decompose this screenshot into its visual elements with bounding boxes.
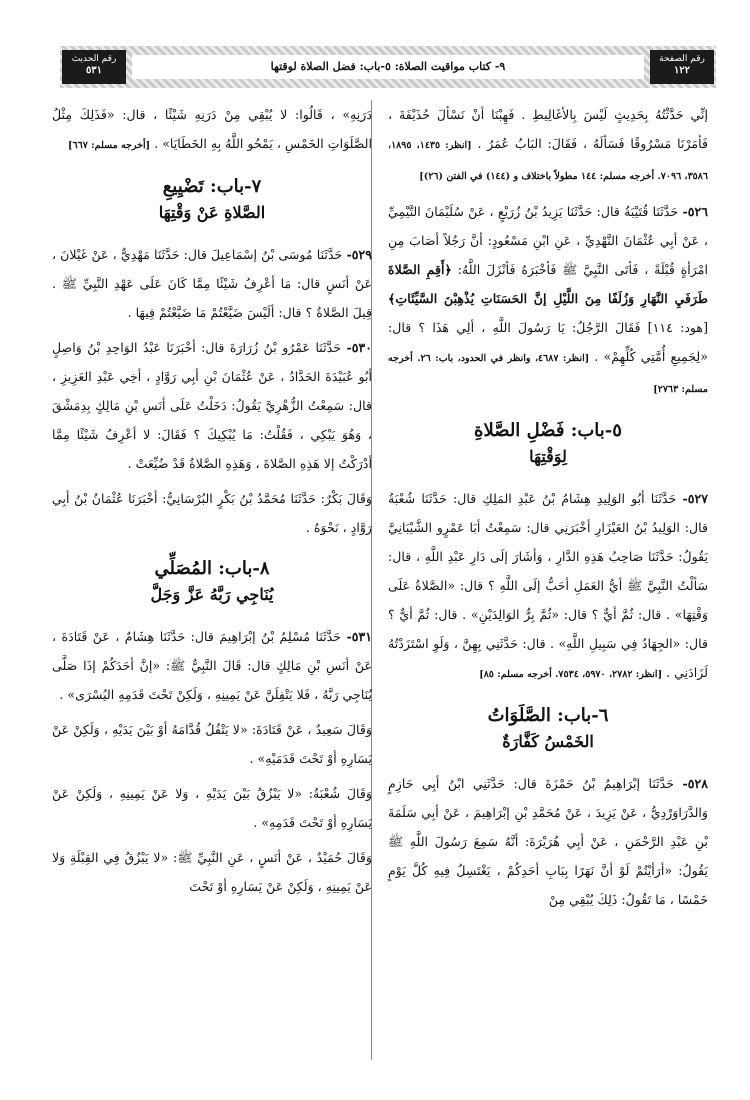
hadith-528-ref: [أخرجه مسلم: ٦٦٧] bbox=[68, 140, 151, 151]
hadith-530 bbox=[52, 333, 372, 478]
hadith-527 bbox=[388, 484, 708, 689]
chapter-8-number: ٨-باب: bbox=[218, 558, 270, 579]
hadith-528-number: ٥٢٨- bbox=[682, 776, 708, 791]
hadith-526-text: حَدَّثَنَا قُتَيْبَةُ قال: حَدَّثَنَا يَزِيدُ بْنُ زُرَيْعٍ ، عَنْ سُلَيْمَانَ التَّيْمِيِّ ، عَنْ أبِي عُثْمَانَ النَّهْدِيِّ ، عَنِ ابْنِ مَسْعُودٍ: أنَّ رَجُلاً أصَابَ مِنِ امْرَأةٍ قُبْلَةً ، فَأتَى النَّبِيَّ ﷺ فَأخْبَرَهُ فَأنْزَلَ اللَّهُ: bbox=[388, 204, 708, 277]
hadith-531-text: حَدَّثَنَا مُسْلِمُ بْنُ إبْرَاهِيمَ قال: حَدَّثَنَا هِشَامٌ ، عَنْ قَتَادَةَ ، عَنْ أنَسِ بْنِ مَالِكٍ قال: قَالَ النَّبِيُّ ﷺ: «إنَّ أحَدَكُمْ إذَا صَلَّى يُنَاجِي رَبَّهُ ، فَلا يَتْفِلَنَّ عَنْ يَمِينِهِ ، وَلَكِنْ تَحْتَ قَدَمِهِ اليُسْرَى» . bbox=[52, 629, 372, 702]
hadith-529-number: ٥٢٩- bbox=[346, 247, 372, 262]
chapter-5-number: ٥-باب: bbox=[570, 420, 622, 441]
chapter-8-subtitle: يُنَاجِي رَبَّهُ عَزَّ وَجَلَّ bbox=[150, 585, 274, 604]
hadith-526-text-b: [هود: ١١٤] فَقَالَ الرَّجُلُ: يَا رَسُولَ اللَّهِ ، ألِي هَذَا ؟ قال: «لِجَمِيعِ أُمَّتِي كُلِّهِمْ» . bbox=[388, 320, 708, 364]
chapter-8-heading bbox=[52, 556, 372, 608]
chapter-6-number: ٦-باب: bbox=[557, 705, 609, 726]
right-column bbox=[388, 100, 708, 920]
hadith-number: ٥٣١ bbox=[85, 65, 103, 76]
hadith-530-number: ٥٣٠- bbox=[346, 340, 372, 355]
hadith-531 bbox=[52, 622, 372, 709]
hadith-525-text: إنِّي حَدَّثْتُهُ بِحَدِيثٍ لَيْسَ بِالأغَالِيطِ . فَهِبْنَا أنْ نَسْألَ حُذَيْفَةَ ، فَأمَرْنَا مَسْرُوقًا فَسَألَهُ ، فَقَالَ: البَابُ عُمَرُ . bbox=[388, 107, 708, 151]
hadith-528 bbox=[388, 769, 708, 914]
chapter-5-subtitle: لِوَقْتِهَا bbox=[529, 447, 567, 466]
hadith-529-text: حَدَّثَنَا مُوسَى بْنُ إسْمَاعِيلَ قال: حَدَّثَنَا مَهْدِيٌّ ، عَنْ غَيْلانَ ، عَنْ أنَسٍ قال: مَا أعْرِفُ شَيْئًا مِمَّا كَانَ عَلَى عَهْدِ النَّبِيِّ ﷺ . قِيلَ الصَّلاةُ ؟ قال: ألَيْسَ ضَيَّعْتُمْ مَا ضَيَّعْتُمْ فِيهَا . bbox=[52, 247, 372, 320]
hadith-number-box bbox=[62, 50, 126, 84]
hadith-529 bbox=[52, 240, 372, 327]
hadith-526-ref: [انظر: ٤٦٨٧، وانظر في الحدود، باب: ٢٦. أخرجه مسلم: ٢٧٦٣] bbox=[388, 353, 708, 395]
chapter-5-heading bbox=[388, 418, 708, 470]
left-column bbox=[52, 100, 372, 907]
hadith-526 bbox=[388, 197, 708, 404]
hadith-525-ref: [انظر: ١٤٣٥، ١٨٩٥، ٣٥٨٦، ٧٠٩٦. أخرجه مسلم: ١٤٤ مطولاً باختلاف و (١٤٤) في الفتن (٢٦)] bbox=[388, 140, 708, 182]
chapter-7-number: ٧-باب: bbox=[210, 176, 262, 197]
hadith-525-end bbox=[388, 100, 708, 191]
hadith-530-text: حَدَّثَنَا عَمْرُو بْنُ زُرَارَةَ قال: أخْبَرَنَا عَبْدُ الوَاحِدِ بْنُ وَاصِلٍ أبُو عُبَيْدَةَ الحَدَّادُ ، عَنْ عُثْمَانَ بْنِ أبِي رَوَّادٍ ، أخِي عَبْدِ العَزِيزِ ، قال: سَمِعْتُ الزُّهْرِيَّ يَقُولُ: دَخَلْتُ عَلَى أنَسِ بْنِ مَالِكٍ بِدِمَشْقَ ، وَهُوَ يَبْكِي ، فَقُلْتُ: مَا يُبْكِيكَ ؟ فَقَالَ: لا أعْرِفُ شَيْئًا مِمَّا أدْرَكْتُ إلا هَذِهِ الصَّلاةَ ، وَهَذِهِ الصَّلاةُ قَدْ ضُيِّعَتْ . bbox=[52, 340, 372, 471]
hadith-531-number: ٥٣١- bbox=[346, 629, 372, 644]
quran-verse: ﴿أَقِمِ الصَّلاةَ طَرَفَيِ النَّهَارِ وَزُلَفًا مِنَ اللَّيْلِ إنَّ الحَسَنَاتِ يُذْهِبْنَ السَّيِّئَاتِ﴾ bbox=[388, 262, 708, 306]
hadith-531-d: وَقَالَ حُمَيْدٌ ، عَنْ أنَسٍ ، عَنِ النَّبِيِّ ﷺ: «لا يَبْزُقُ فِي القِبْلَةِ وَلا عَنْ يَمِينِهِ ، وَلَكِنْ عَنْ يَسَارِهِ أوْ تَحْتَ bbox=[52, 850, 372, 894]
chapter-6-title: الصَّلَوَاتُ bbox=[487, 705, 551, 726]
hadith-528-text: حَدَّثَنَا إبْرَاهِيمُ بْنُ حَمْزَةَ قال: حَدَّثَنِي ابْنُ أبِي حَازِمٍ وَالدَّرَاوَرْدِيُّ ، عَنْ يَزِيدَ ، عَنْ مُحَمَّدِ بْنِ إبْرَاهِيمَ ، عَنْ أبِي سَلَمَةَ بْنِ عَبْدِ الرَّحْمَنِ ، عَنْ أبِي هُرَيْرَةَ: أنَّهُ سَمِعَ رَسُولَ اللَّهِ ﷺ يَقُولُ: «أرَأيْتُمْ لَوْ أنَّ نَهَرًا بِبَابِ أحَدِكُمْ ، يَغْتَسِلُ فِيهِ كُلَّ يَوْمٍ خَمْسًا ، مَا تَقُولُ: ذَلِكَ يُبْقِي مِنْ bbox=[388, 776, 708, 907]
chapter-7-title: تَضْيِيعِ bbox=[162, 176, 204, 197]
hadith-527-text: حَدَّثَنَا أبُو الوَلِيدِ هِشَامُ بْنُ عَبْدِ المَلِكِ قال: حَدَّثَنَا شُعْبَةُ قال: الوَلِيدُ بْنُ العَيْزَارِ أخْبَرَنِي قال: سَمِعْتُ أبَا عَمْرٍو الشَّيْبَانِيَّ يَقُولُ: حَدَّثَنَا صَاحِبُ هَذِهِ الدَّارِ ، وَأشَارَ إلَى دَارِ عَبْدِ اللَّهِ ، قال: سَألْتُ النَّبِيَّ ﷺ أيُّ العَمَلِ أحَبُّ إلَى اللَّهِ ؟ قال: «الصَّلاةُ عَلَى وَقْتِهَا» . قال: ثُمَّ أيٌّ ؟ قال: «ثُمَّ بِرُّ الوَالِدَيْنِ» . قال: ثُمَّ أيٌّ ؟ قال: «الجِهَادُ فِي سَبِيلِ اللَّهِ» . قال: حَدَّثَنِي بِهِنَّ ، وَلَوِ اسْتَزَدْتُهُ لَزَادَنِي . bbox=[388, 491, 708, 680]
chapter-7-heading bbox=[52, 174, 372, 226]
page-number: ١٢٢ bbox=[673, 65, 691, 76]
hadith-526-number: ٥٢٦- bbox=[682, 204, 708, 219]
page-number-box bbox=[650, 50, 714, 84]
hadith-527-ref: [انظر: ٢٧٨٢، ٥٩٧٠، ٧٥٣٤. أخرجه مسلم: ٨٥] bbox=[479, 669, 663, 680]
hadith-527-number: ٥٢٧- bbox=[682, 491, 709, 506]
hadith-528-continued: دَرَنِهِ» ، قَالُوا: لا يُبْقِي مِنْ دَرَنِهِ شَيْئًا ، قال: «فَذَلِكَ مِثْلُ الصَّلَوَاتِ الخَمْسِ ، يَمْحُو اللَّهُ بِهِ الخَطَايَا» . bbox=[52, 107, 372, 151]
chapter-8-title: المُصَلِّي bbox=[154, 558, 212, 579]
chapter-6-subtitle: الخَمْسُ كَفَّارَةٌ bbox=[502, 732, 594, 751]
chapter-5-title: فَضْلِ الصَّلاةِ bbox=[474, 420, 565, 441]
page-number-label: رقم الصفحة bbox=[659, 54, 705, 64]
chapter-7-subtitle: الصَّلاةِ عَنْ وَقْتِهَا bbox=[158, 203, 266, 222]
hadith-531-c: وَقَالَ شُعْبَةُ: «لا يَبْزُقُ بَيْنَ يَدَيْهِ ، وَلا عَنْ يَمِينِهِ ، وَلَكِنْ عَنْ يَسَارِهِ أوْ تَحْتَ قَدَمِهِ» . bbox=[52, 786, 372, 830]
chapter-6-heading bbox=[388, 703, 708, 755]
hadith-531-b: وَقَالَ سَعِيدٌ ، عَنْ قَتَادَةَ: «لا يَتْفُلُ قُدَّامَهُ أوْ بَيْنَ يَدَيْهِ ، وَلَكِنْ عَنْ يَسَارِهِ أوْ تَحْتَ قَدَمَيْهِ» . bbox=[52, 722, 372, 766]
hadith-number-label: رقم الحديث bbox=[71, 54, 117, 64]
page-header bbox=[60, 46, 716, 88]
hadith-528-end bbox=[52, 100, 372, 160]
hadith-530-b: وَقَالَ بَكْرٌ: حَدَّثَنَا مُحَمَّدُ بْنُ بَكْرٍ البُرْسَانِيُّ: أخْبَرَنَا عُثْمَانُ بْنُ أبِي رَوَّادٍ ، نَحْوَهُ . bbox=[52, 491, 372, 535]
running-title: ٩- كتاب مواقيت الصلاة: ٥-باب: فضل الصلاة لوقتها bbox=[132, 55, 644, 79]
